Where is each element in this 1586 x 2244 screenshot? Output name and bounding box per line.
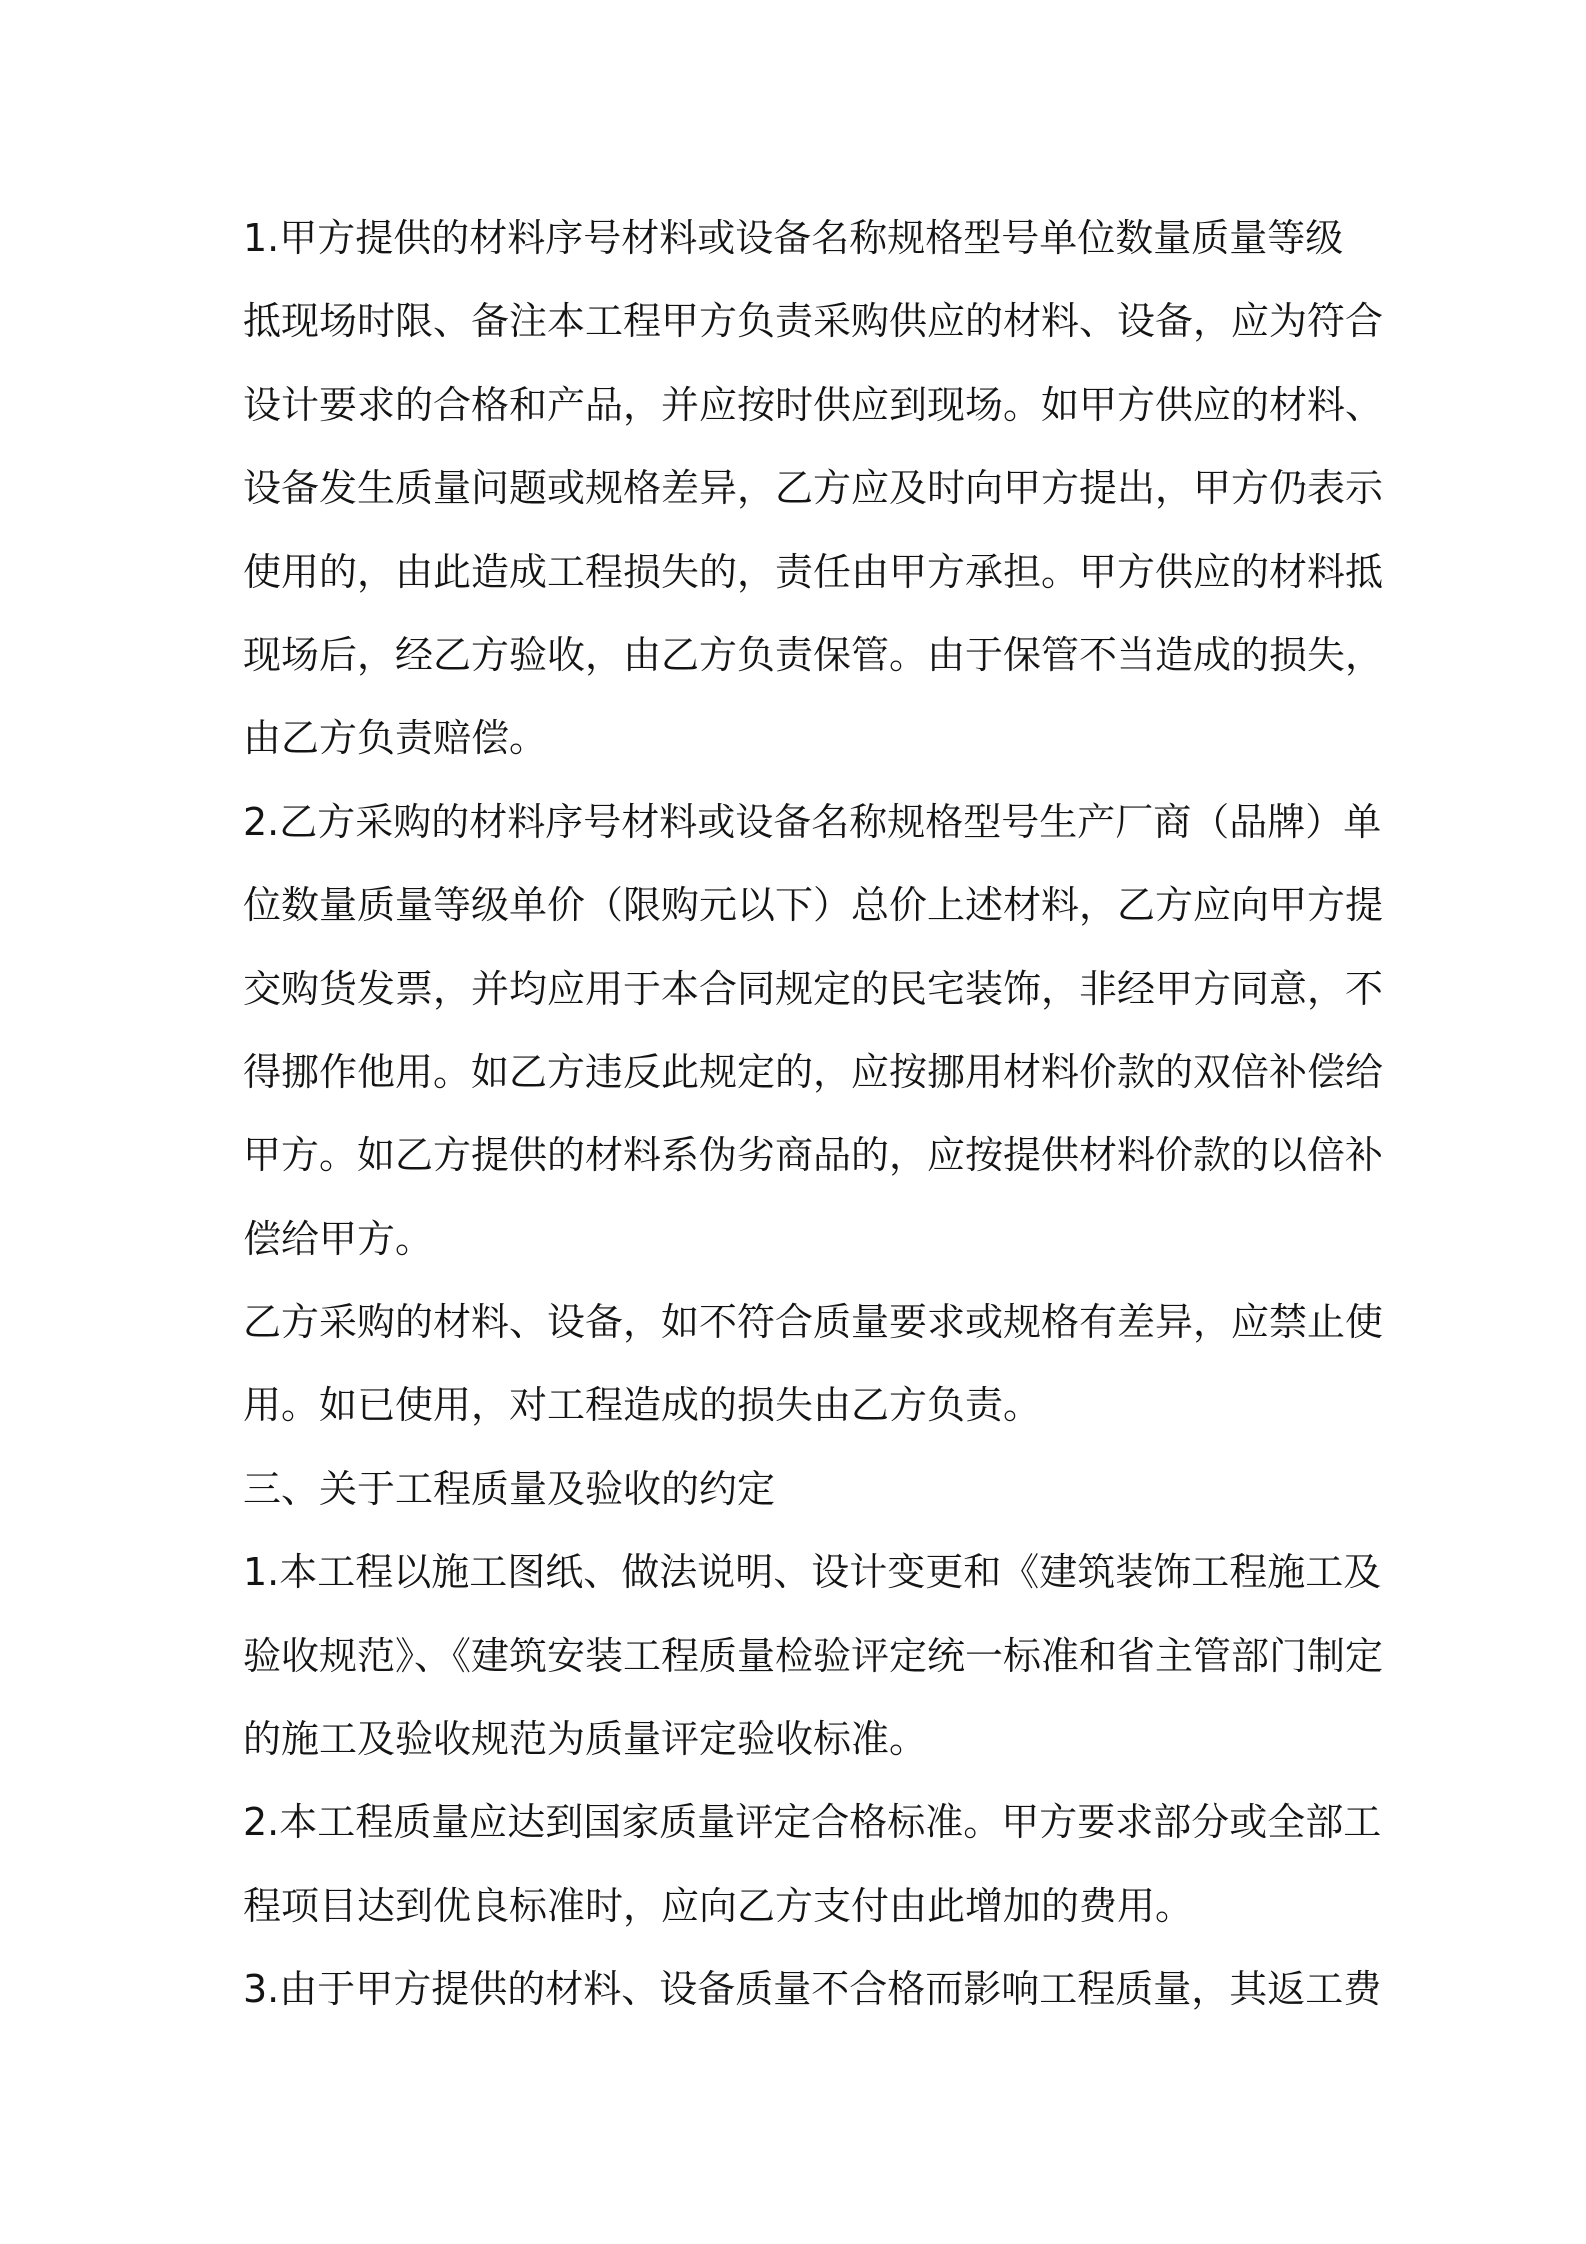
text-line: 1.本工程以施工图纸、做法说明、设计变更和《建筑装饰工程施工及 bbox=[243, 1550, 1382, 1595]
text-line: 的施工及验收规范为质量评定验收标准。 bbox=[243, 1717, 928, 1762]
document-body bbox=[243, 197, 1384, 2032]
text-line: 偿给甲方。 bbox=[243, 1216, 434, 1261]
text-line: 现场后，经乙方验收，由乙方负责保管。由于保管不当造成的损失， bbox=[243, 632, 1384, 677]
text-line: 使用的，由此造成工程损失的，责任由甲方承担。甲方供应的材料抵 bbox=[243, 549, 1384, 594]
text-line: 2.乙方采购的材料序号材料或设备名称规格型号生产厂商（品牌）单 bbox=[243, 799, 1382, 844]
text-line: 用。如已使用，对工程造成的损失由乙方负责。 bbox=[243, 1383, 1042, 1428]
text-line: 甲方。如乙方提供的材料系伪劣商品的，应按提供材料价款的以倍补 bbox=[243, 1133, 1384, 1178]
text-line: 程项目达到优良标准时，应向乙方支付由此增加的费用。 bbox=[243, 1883, 1194, 1928]
text-line: 设备发生质量问题或规格差异，乙方应及时向甲方提出，甲方仍表示 bbox=[243, 466, 1384, 511]
text-line: 位数量质量等级单价（限购元以下）总价上述材料，乙方应向甲方提 bbox=[243, 883, 1384, 928]
text-line: 2.本工程质量应达到国家质量评定合格标准。甲方要求部分或全部工 bbox=[243, 1800, 1382, 1845]
text-line: 验收规范》、《建筑安装工程质量检验评定统一标准和省主管部门制定 bbox=[243, 1633, 1384, 1678]
text-line: 3.由于甲方提供的材料、设备质量不合格而影响工程质量，其返工费 bbox=[243, 1967, 1382, 2012]
text-line: 由乙方负责赔偿。 bbox=[243, 716, 548, 761]
text-line: 交购货发票，并均应用于本合同规定的民宅装饰，非经甲方同意，不 bbox=[243, 966, 1384, 1011]
text-line: 乙方采购的材料、设备，如不符合质量要求或规格有差异，应禁止使 bbox=[243, 1300, 1384, 1345]
text-line: 1.甲方提供的材料序号材料或设备名称规格型号单位数量质量等级 bbox=[243, 216, 1344, 260]
text-line: 抵现场时限、备注本工程甲方负责采购供应的材料、设备，应为符合 bbox=[243, 299, 1384, 344]
text-line: 设计要求的合格和产品，并应按时供应到现场。如甲方供应的材料、 bbox=[243, 382, 1384, 427]
section-heading: 三、关于工程质量及验收的约定 bbox=[243, 1466, 776, 1511]
text-line: 得挪作他用。如乙方违反此规定的，应按挪用材料价款的双倍补偿给 bbox=[243, 1049, 1384, 1094]
